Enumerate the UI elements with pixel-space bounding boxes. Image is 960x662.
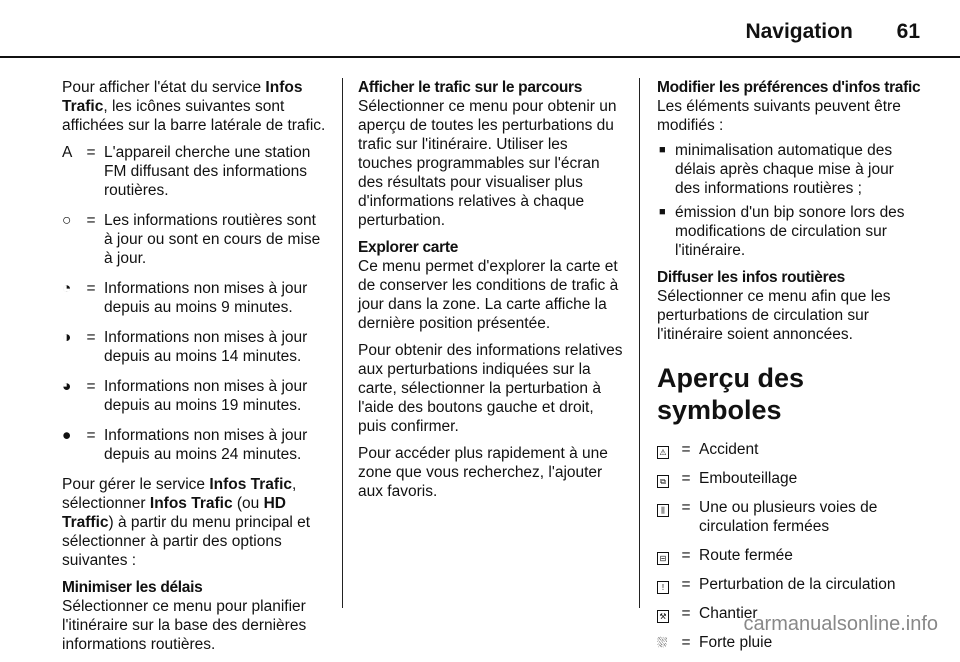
- symbol-row: ⊟ = Route fermée: [657, 546, 923, 565]
- traffic-jam-icon: ⧉: [657, 469, 673, 488]
- prefs-heading: Modifier les préférences d'infos trafic: [657, 79, 921, 96]
- circle-three-quarter-icon: ◕: [62, 378, 72, 395]
- accident-icon: ⚠: [657, 440, 673, 459]
- symbol-row: ! = Perturbation de la circulation: [657, 575, 923, 594]
- list-item: ■ minimalisation automatique des délais après chaque mise à jour des informations routières ;: [659, 142, 894, 197]
- status-symbol: A: [62, 144, 73, 161]
- watermark: carmanualsonline.info: [743, 613, 938, 635]
- lanes-closed-icon: ⫼: [657, 498, 673, 536]
- explore-map-favorites: Pour accéder plus rapidement à une zone que vous recherchez, l'ajouter aux favoris.: [358, 445, 608, 500]
- explore-map-info: Pour obtenir des informations relatives aux perturbations indiquées sur la carte, sélectionner la perturbation à l'aide des boutons gauche et droit, puis confirmer.: [358, 342, 623, 435]
- symbol-row: ⚒ = Chantier: [657, 604, 923, 623]
- header-rule: [0, 56, 960, 58]
- status-def: ◑ = Informations non mises à jour depuis au moins 14 minutes.: [62, 329, 308, 365]
- route-traffic-text: Sélectionner ce menu pour obtenir un aperçu de toutes les perturbations du trafic sur l'itinéraire. Utiliser les touches programmables sur l'écran des résultats pour visualiser plus d'informations relatives à chaque perturbation.: [358, 98, 617, 229]
- status-def: ◔ = Informations non mises à jour depuis au moins 9 minutes.: [62, 280, 308, 316]
- prefs-list: [657, 141, 923, 260]
- heavy-rain-icon: ⛆: [657, 635, 668, 650]
- symbol-row: ⛆ = Forte pluie: [657, 634, 773, 651]
- explore-map-text: Ce menu permet d'explorer la carte et de conserver les conditions de trafic à jour dans la zone. La carte affiche la dernière position présentée.: [358, 258, 619, 332]
- page-number: 61: [896, 20, 920, 43]
- manage-paragraph: Pour gérer le service Infos Trafic, sélectionner Infos Trafic (ou HD Traffic) à partir du menu principal et sélectionner à partir des options suivantes :: [62, 476, 311, 569]
- bullet-square-icon: ■: [659, 144, 666, 156]
- list-item: ■ émission d'un bip sonore lors des modifications de circulation sur l'itinéraire.: [659, 204, 905, 259]
- explore-map-heading: Explorer carte: [358, 239, 459, 256]
- status-def: ○ = Les informations routières sont à jour ou sont en cours de mise à jour.: [62, 212, 321, 267]
- status-def: ◕ = Informations non mises à jour depuis au moins 19 minutes.: [62, 378, 308, 414]
- section-title: Navigation: [745, 20, 853, 43]
- broadcast-text: Sélectionner ce menu afin que les perturbations de circulation sur l'itinéraire soient annoncées.: [657, 288, 891, 343]
- disruption-icon: !: [657, 575, 673, 594]
- prefs-text: Les éléments suivants peuvent être modifiés :: [657, 98, 901, 134]
- circle-empty-icon: ○: [62, 212, 72, 229]
- road-closed-icon: ⊟: [657, 546, 673, 565]
- symbol-row: ⚠ = Accident: [657, 440, 923, 459]
- symbol-row: ⧉ = Embouteillage: [657, 469, 923, 488]
- status-def: ● = Informations non mises à jour depuis au moins 24 minutes.: [62, 427, 308, 463]
- bullet-square-icon: ■: [659, 206, 666, 218]
- column-3: [657, 78, 923, 662]
- page-header: [745, 20, 920, 44]
- symbols-heading: Aperçu des symboles: [657, 363, 805, 425]
- symbol-row: ⫼ = Une ou plusieurs voies de circulation fermées: [657, 498, 923, 536]
- column-divider: [639, 78, 640, 608]
- roadworks-icon: ⚒: [657, 604, 673, 623]
- route-traffic-heading: Afficher le trafic sur le parcours: [358, 79, 583, 96]
- minimize-heading: Minimiser les délais: [62, 579, 203, 596]
- column-2: [358, 78, 624, 509]
- status-def: A = L'appareil cherche une station FM diffusant des informations routières.: [62, 144, 311, 199]
- circle-half-icon: ◑: [62, 329, 72, 346]
- column-divider: [342, 78, 343, 608]
- column-1: [62, 78, 328, 662]
- intro-paragraph: Pour afficher l'état du service Infos Trafic, les icônes suivantes sont affichées sur la barre latérale de trafic.: [62, 79, 326, 134]
- circle-full-icon: ●: [62, 427, 72, 444]
- broadcast-heading: Diffuser les infos routières: [657, 269, 845, 286]
- circle-quarter-icon: ◔: [62, 280, 72, 297]
- minimize-text: Sélectionner ce menu pour planifier l'itinéraire sur la base des dernières informations routières.: [62, 598, 307, 653]
